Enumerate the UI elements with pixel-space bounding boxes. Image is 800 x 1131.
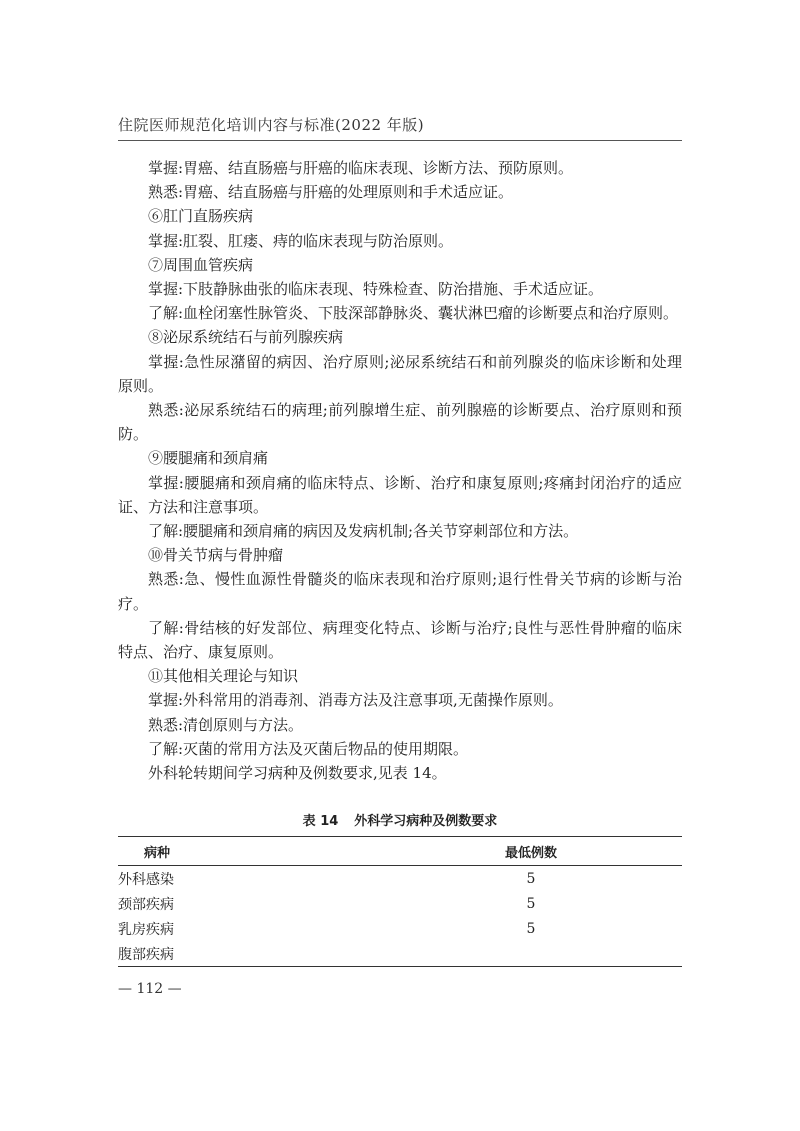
table-row: [118, 891, 682, 916]
section-heading: ⑩骨关节病与骨肿瘤: [148, 546, 284, 565]
running-header: 住院医师规范化培训内容与标准(2022 年版): [118, 116, 425, 134]
section-heading: ⑧泌尿系统结石与前列腺疾病: [148, 328, 344, 347]
paragraph: 外科轮转期间学习病种及例数要求,见表 14。: [148, 764, 447, 783]
paragraph: 熟悉:急、慢性血源性骨髓炎的临床表现和治疗原则;退行性骨关节病的诊断与治疗。: [118, 570, 682, 613]
section-heading: ⑥肛门直肠疾病: [148, 207, 254, 226]
page-number: — 112 —: [118, 981, 182, 997]
table-title: 外科学习病种及例数要求: [354, 814, 498, 829]
header-rule: [118, 140, 682, 141]
paragraph: 掌握:急性尿潴留的病因、治疗原则;泌尿系统结石和前列腺炎的临床诊断和处理原则。: [118, 352, 682, 395]
section-heading: ⑦周围血管疾病: [148, 255, 254, 274]
table-row: [118, 941, 682, 967]
min-cases-cell: [380, 941, 682, 967]
column-header-min-cases: 最低例数: [380, 837, 682, 866]
paragraph: 掌握:胃癌、结直肠癌与肝癌的临床表现、诊断方法、预防原则。: [148, 159, 574, 177]
paragraph: 了解:灭菌的常用方法及灭菌后物品的使用期限。: [148, 739, 469, 758]
section-heading: ⑨腰腿痛和颈肩痛: [148, 449, 269, 468]
paragraph: 掌握:下肢静脉曲张的临床表现、特殊检查、防治措施、手术适应证。: [148, 280, 604, 299]
table-caption: [118, 810, 682, 829]
paragraph: 掌握:外科常用的消毒剂、消毒方法及注意事项,无菌操作原则。: [148, 691, 563, 710]
disease-cell: 颈部疾病: [118, 896, 174, 913]
disease-cell: 乳房疾病: [118, 921, 174, 938]
paragraph: 了解:血栓闭塞性脉管炎、下肢深部静脉炎、囊状淋巴瘤的诊断要点和治疗原则。: [148, 304, 679, 323]
paragraph: 了解:腰腿痛和颈肩痛的病因及发病机制;各关节穿刺部位和方法。: [148, 522, 579, 541]
column-header-disease: 病种: [118, 837, 380, 866]
disease-cell: 腹部疾病: [118, 941, 380, 967]
disease-cell: 外科感染: [118, 871, 174, 888]
table-row: [118, 866, 682, 892]
table-row: [118, 916, 682, 941]
paragraph: 熟悉:清创原则与方法。: [148, 715, 304, 734]
paragraph: 熟悉:泌尿系统结石的病理;前列腺增生症、前列腺癌的诊断要点、治疗原则和预防。: [118, 401, 682, 444]
paragraph: 掌握:肛裂、肛瘘、痔的临床表现与防治原则。: [148, 231, 454, 250]
table-number: 表 14: [302, 814, 339, 829]
section-heading: ⑪其他相关理论与知识: [148, 667, 299, 686]
paragraph: 了解:骨结核的好发部位、病理变化特点、诊断与治疗;良性与恶性骨肿瘤的临床特点、治疗、康复原则。: [118, 618, 682, 662]
min-cases-cell: 5: [526, 870, 536, 887]
table-header-row: [118, 837, 682, 866]
disease-cases-table: [118, 836, 682, 967]
paragraph: 掌握:腰腿痛和颈肩痛的临床特点、诊断、治疗和康复原则;疼痛封闭治疗的适应证、方法和注意事项。: [118, 473, 682, 516]
min-cases-cell: 5: [526, 895, 536, 912]
body-text: [118, 156, 682, 785]
min-cases-cell: 5: [526, 920, 536, 937]
paragraph: 熟悉:胃癌、结直肠癌与肝癌的处理原则和手术适应证。: [148, 183, 514, 202]
